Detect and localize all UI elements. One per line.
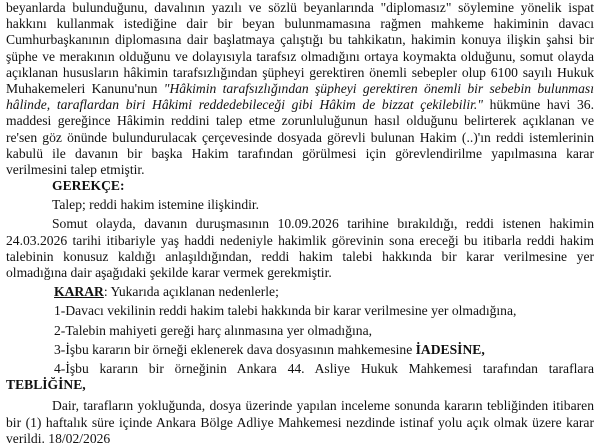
karar-item-1: 1-Davacı vekilinin reddi hakim talebi hakkında bir karar verilmesine yer olmadığına,: [54, 303, 517, 319]
gerekce-heading: GEREKÇE:: [52, 178, 125, 194]
document-body: [6, 0, 594, 447]
intro-line: beyanlarda bulunduğunu, davalının yazılı ve sözlü beyanlarında "diplomasız" söylemine yönelik ispat: [6, 0, 594, 15]
intro-line-quote-start: [6, 81, 594, 97]
karar-item-3-bold: İADESİNE,: [415, 341, 485, 357]
intro-line: Cumhurbaşkanının diplomasına dair başlatmaya çalıştığı bu tahkikatın, hakimin konuya ilişkin şahsi bir: [6, 32, 594, 48]
quoted-law-text-cont: hâlinde, taraflardan biri Hâkimi reddedebileceği gibi Hâkim de bizzat çekilebilir.": [6, 97, 483, 113]
karar-item-4: 4-İşbu kararın bir örneğinin Ankara 44. Asliye Hukuk Mahkemesi tarafından taraflara: [54, 360, 594, 376]
closing-line: bir (1) haftalık süre içinde Ankara Bölge Adliye Mahkemesi nezdinde istinaf yolu açık olmak üzere karar: [6, 414, 594, 430]
gerekce-line: olmadığına dair aşağıdaki şekilde karar vermek gerekmiştir.: [6, 265, 332, 280]
karar-item-3-text: 3-İşbu kararın bir örneği eklenerek dava dosyasının mahkemesine: [54, 341, 416, 357]
decision-date-line: verildi. 18/02/2026: [6, 430, 111, 446]
karar-item-4-bold: TEBLİĞİNE,: [6, 377, 86, 393]
intro-line: hakkını kullanmak istediğine dair bir beyan bulunmamasına rağmen mahkeme hakiminin davacı: [6, 16, 594, 32]
karar-heading-line: [6, 284, 594, 300]
quoted-law-text: "Hâkimin tarafsızlığından şüpheyi gerektiren önemli bir sebebin bulunması: [163, 80, 594, 96]
closing-line: Dair, tarafların yokluğunda, dosya üzerinde yapılan inceleme sonunda kararın tebliğinden itibaren: [52, 398, 594, 414]
article-ref: hükmüne havi 36.: [483, 97, 594, 113]
gerekce-talep: Talep; reddi hakim istemine ilişkindir.: [52, 197, 260, 213]
karar-heading: KARAR: [54, 284, 104, 300]
karar-item-3: [6, 342, 594, 358]
gerekce-line: Somut olayda, davanın duruşmasının 10.09.2026 tarihine bırakıldığı, reddi istenen hakimin: [52, 216, 594, 232]
intro-line: açıklanan hususların hâkimin tarafsızlığından şüpheyi gerektiren önemli sebepler olup 6100 sayılı Hukuk: [6, 64, 594, 80]
gerekce-line: 24.03.2026 tarihi itibariyle yaş haddi nedeniyle hakimlik görevinin sona ereceği bu itibarla reddi hakim: [6, 232, 594, 248]
law-name: Muhakemeleri Kanunu'nun: [6, 80, 164, 96]
intro-line: kabulü ile davanın bir başka Hakim tarafından görülmesi için görevlendirilme yapılmasına karar: [6, 145, 594, 161]
intro-line: verilmesini talep etmiştir.: [6, 161, 145, 177]
intro-line: re'sen göz önünde bulundurulacak çerçevesinde dosyada görevli bulunan Hakim (..)'ın reddi istemlerinin: [6, 129, 594, 145]
gerekce-line: talebinin konusuz kaldığı anlaşıldığından, reddi hakim talebi hakkında bir karar verilmesine yer: [6, 248, 594, 264]
karar-item-2: 2-Talebin mahiyeti gereği harç alınmasına yer olmadığına,: [54, 322, 373, 338]
karar-heading-rest: : Yukarıda açıklanan nedenlerle;: [103, 284, 279, 300]
intro-paragraph: [6, 0, 594, 178]
closing-paragraph: [6, 398, 594, 447]
intro-line: şüphe ve merakının olduğunu ve dolayısıyla tarafsız olmadığını ortaya koymakta olduğunu, somut olayda: [6, 48, 594, 64]
intro-line: maddesi gereğince Hâkimin reddini talep etme zorunluluğunun hasıl olduğunu belirterek açıklanan ve: [6, 113, 594, 129]
intro-line-quote-end: [6, 97, 594, 113]
gerekce-paragraph: [6, 216, 594, 281]
